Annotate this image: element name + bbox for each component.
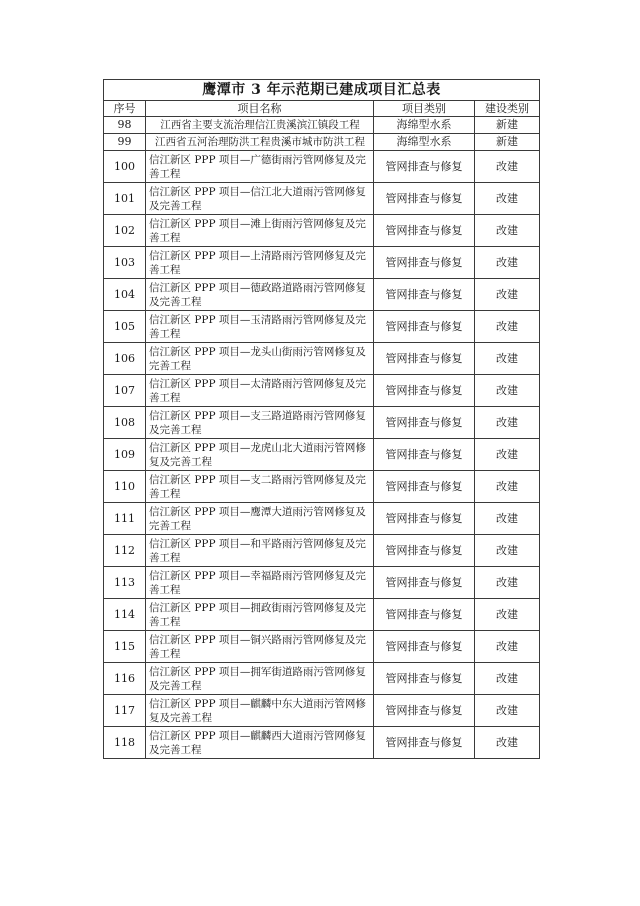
row-project-name: 信江新区 PPP 项目—信江北大道雨污管网修复及完善工程 [146,183,374,215]
row-project-name: 信江新区 PPP 项目—拥军街道路雨污管网修复及完善工程 [146,663,374,695]
header-category: 项目类别 [374,101,475,117]
table-row [104,343,540,375]
row-project-name: 信江新区 PPP 项目—麒麟中东大道雨污管网修复及完善工程 [146,695,374,727]
row-build-type: 改建 [475,695,540,727]
row-category: 管网排查与修复 [374,631,475,663]
row-project-name: 江西省主要支流治理信江贵溪滨江镇段工程 [146,117,374,134]
row-no: 110 [104,471,146,503]
row-build-type: 改建 [475,727,540,759]
table-row [104,117,540,134]
row-build-type: 新建 [475,134,540,151]
row-project-name: 信江新区 PPP 项目—拥政街雨污管网修复及完善工程 [146,599,374,631]
row-category: 管网排查与修复 [374,183,475,215]
row-build-type: 改建 [475,311,540,343]
table-title: 鹰潭市 3 年示范期已建成项目汇总表 [104,80,540,101]
row-no: 113 [104,567,146,599]
row-no: 115 [104,631,146,663]
table-row [104,599,540,631]
row-category: 管网排查与修复 [374,407,475,439]
table-row [104,247,540,279]
row-no: 98 [104,117,146,134]
row-build-type: 改建 [475,343,540,375]
table-row [104,375,540,407]
row-project-name: 信江新区 PPP 项目—幸福路雨污管网修复及完善工程 [146,567,374,599]
table-row [104,215,540,247]
row-build-type: 改建 [475,503,540,535]
row-category: 海绵型水系 [374,117,475,134]
row-category: 管网排查与修复 [374,311,475,343]
table-row [104,407,540,439]
row-category: 管网排查与修复 [374,567,475,599]
row-project-name: 信江新区 PPP 项目—龙头山街雨污管网修复及完善工程 [146,343,374,375]
row-category: 管网排查与修复 [374,375,475,407]
row-no: 109 [104,439,146,471]
row-project-name: 信江新区 PPP 项目—支二路雨污管网修复及完善工程 [146,471,374,503]
row-project-name: 信江新区 PPP 项目—玉清路雨污管网修复及完善工程 [146,311,374,343]
table-row [104,503,540,535]
row-build-type: 改建 [475,215,540,247]
table-row [104,631,540,663]
row-no: 117 [104,695,146,727]
row-no: 111 [104,503,146,535]
row-project-name: 信江新区 PPP 项目—鹰潭大道雨污管网修复及完善工程 [146,503,374,535]
table-body [104,117,540,759]
row-no: 104 [104,279,146,311]
row-category: 管网排查与修复 [374,471,475,503]
table-row [104,134,540,151]
row-build-type: 改建 [475,407,540,439]
row-no: 108 [104,407,146,439]
table-row [104,535,540,567]
row-project-name: 信江新区 PPP 项目—德政路道路雨污管网修复及完善工程 [146,279,374,311]
row-project-name: 信江新区 PPP 项目—上清路雨污管网修复及完善工程 [146,247,374,279]
row-no: 114 [104,599,146,631]
row-no: 106 [104,343,146,375]
row-build-type: 改建 [475,247,540,279]
row-no: 102 [104,215,146,247]
row-no: 101 [104,183,146,215]
summary-table [103,79,540,759]
row-category: 管网排查与修复 [374,215,475,247]
table-row [104,471,540,503]
row-build-type: 改建 [475,663,540,695]
row-no: 112 [104,535,146,567]
row-build-type: 改建 [475,535,540,567]
row-no: 118 [104,727,146,759]
row-project-name: 信江新区 PPP 项目—滩上街雨污管网修复及完善工程 [146,215,374,247]
row-build-type: 新建 [475,117,540,134]
row-build-type: 改建 [475,439,540,471]
row-build-type: 改建 [475,631,540,663]
row-category: 管网排查与修复 [374,343,475,375]
row-category: 管网排查与修复 [374,599,475,631]
row-project-name: 信江新区 PPP 项目—龙虎山北大道雨污管网修复及完善工程 [146,439,374,471]
row-category: 管网排查与修复 [374,503,475,535]
header-row [104,101,540,117]
table-row [104,279,540,311]
row-no: 99 [104,134,146,151]
row-build-type: 改建 [475,567,540,599]
table-row [104,695,540,727]
header-no: 序号 [104,101,146,117]
header-build-type: 建设类别 [475,101,540,117]
row-no: 105 [104,311,146,343]
table-row [104,311,540,343]
row-category: 管网排查与修复 [374,247,475,279]
row-project-name: 信江新区 PPP 项目—广德街雨污管网修复及完善工程 [146,151,374,183]
row-category: 管网排查与修复 [374,151,475,183]
table-row [104,567,540,599]
header-name: 项目名称 [146,101,374,117]
row-project-name: 信江新区 PPP 项目—太清路雨污管网修复及完善工程 [146,375,374,407]
row-category: 管网排查与修复 [374,279,475,311]
row-category: 管网排查与修复 [374,535,475,567]
table-row [104,151,540,183]
table-row [104,663,540,695]
row-build-type: 改建 [475,471,540,503]
row-no: 103 [104,247,146,279]
row-build-type: 改建 [475,279,540,311]
row-project-name: 信江新区 PPP 项目—麒麟西大道雨污管网修复及完善工程 [146,727,374,759]
table-row [104,727,540,759]
row-project-name: 信江新区 PPP 项目—支三路道路雨污管网修复及完善工程 [146,407,374,439]
row-no: 100 [104,151,146,183]
row-category: 管网排查与修复 [374,695,475,727]
row-build-type: 改建 [475,599,540,631]
row-build-type: 改建 [475,151,540,183]
row-build-type: 改建 [475,375,540,407]
table-row [104,183,540,215]
row-category: 管网排查与修复 [374,439,475,471]
row-project-name: 信江新区 PPP 项目—和平路雨污管网修复及完善工程 [146,535,374,567]
row-no: 107 [104,375,146,407]
row-no: 116 [104,663,146,695]
row-category: 管网排查与修复 [374,727,475,759]
row-category: 管网排查与修复 [374,663,475,695]
row-project-name: 信江新区 PPP 项目—铜兴路雨污管网修复及完善工程 [146,631,374,663]
row-build-type: 改建 [475,183,540,215]
row-category: 海绵型水系 [374,134,475,151]
table-row [104,439,540,471]
row-project-name: 江西省五河治理防洪工程贵溪市城市防洪工程 [146,134,374,151]
